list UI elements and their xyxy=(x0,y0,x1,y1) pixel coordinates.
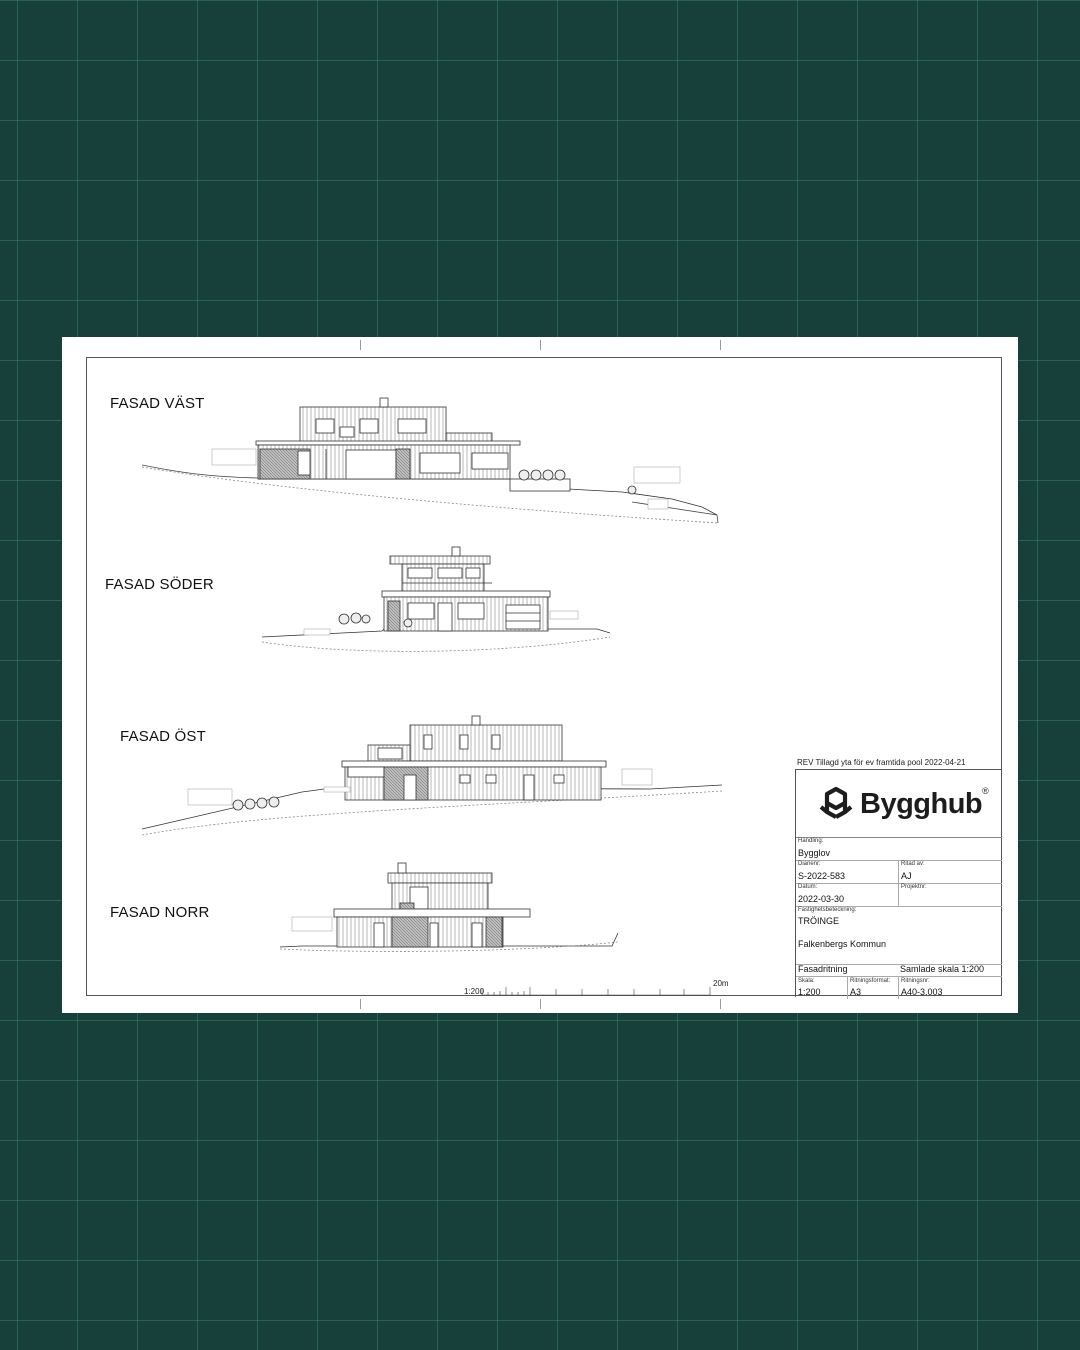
scale-bar-left-label: 1:200 xyxy=(464,987,485,996)
skala-row xyxy=(796,976,1002,999)
fasad-soder-drawing xyxy=(262,547,610,651)
handling-label: Handling: xyxy=(798,838,824,844)
diarienr-value: S-2022-583 xyxy=(798,871,846,881)
fastighet-value: TRÖINGE xyxy=(798,916,840,926)
datum-label: Datum: xyxy=(798,884,818,890)
fasad-ost-drawing xyxy=(142,716,722,835)
fasad-ost-title: FASAD ÖST xyxy=(120,728,206,745)
ritad-av-label: Ritad av: xyxy=(901,861,925,867)
diarienr-row xyxy=(796,860,1002,884)
fasad-norr-drawing xyxy=(280,863,618,951)
logo-box xyxy=(796,770,1002,838)
fastighet-label: Fastighetsbeteckning: xyxy=(798,907,857,913)
ritad-av-value: AJ xyxy=(901,871,912,881)
projektnr-label: Projektnr: xyxy=(901,884,927,890)
ritningsnr-value: A40-3.003 xyxy=(901,987,943,997)
fasad-soder-title: FASAD SÖDER xyxy=(105,576,214,593)
drawing-sheet xyxy=(62,337,1018,1013)
scale-bar-right-label: 20m xyxy=(713,979,729,988)
fastighet-row xyxy=(796,906,1002,965)
handling-value: Bygglov xyxy=(798,848,831,858)
samlade-skala-value: Samlade skala 1:200 xyxy=(900,964,985,974)
ritningsnr-label: Ritningsnr: xyxy=(901,978,930,984)
skala-value: 1:200 xyxy=(798,987,821,997)
format-label: Ritningsformat: xyxy=(850,978,891,984)
diarienr-label: Diarienr: xyxy=(798,861,821,867)
title-block xyxy=(795,769,1002,997)
fasad-vast-drawing xyxy=(142,398,718,523)
kommun-value: Falkenbergs Kommun xyxy=(798,939,887,949)
ritning-typ-value: Fasadritning xyxy=(798,964,848,974)
format-value: A3 xyxy=(850,987,862,997)
fasad-vast-title: FASAD VÄST xyxy=(110,395,205,412)
registered-mark: ® xyxy=(982,786,989,796)
scale-bar xyxy=(482,987,710,995)
ritning-typ-row xyxy=(796,964,1002,976)
revision-note: REV Tillagd yta för ev framtida pool 2022-04-21 xyxy=(797,758,966,767)
datum-value: 2022-03-30 xyxy=(798,894,845,904)
bygghub-logo xyxy=(818,784,989,824)
handling-row xyxy=(796,837,1002,861)
bygghub-logo-icon xyxy=(818,786,854,822)
datum-row xyxy=(796,883,1002,907)
skala-label: Skala: xyxy=(798,978,815,984)
fasad-norr-title: FASAD NORR xyxy=(110,904,210,921)
bygghub-logo-text: Bygghub xyxy=(860,787,983,820)
